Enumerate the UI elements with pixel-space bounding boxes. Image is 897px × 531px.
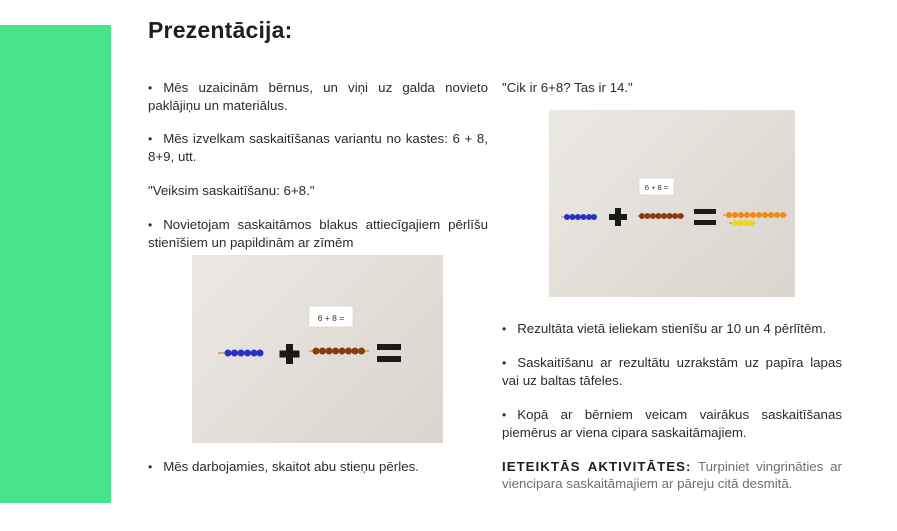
photo-addition-result xyxy=(549,110,795,297)
bead-bar-8-brown xyxy=(639,213,684,219)
accent-bar xyxy=(0,25,111,503)
bullet-count-beads: • Mēs darbojamies, skaitot abu stieņu pērles. xyxy=(148,458,488,476)
bead-addition-illustration xyxy=(192,255,443,443)
bead-bar-6-blue xyxy=(564,214,597,220)
bead-bar-10-orange xyxy=(726,212,786,218)
plus-sign xyxy=(609,208,627,226)
plus-sign xyxy=(280,344,300,364)
bullet-result-bar: • Rezultāta vietā ieliekam stienīšu ar 10 un 4 pērlītēm. xyxy=(502,320,842,338)
equals-sign xyxy=(694,209,716,225)
bead-bar-8-brown xyxy=(313,348,366,355)
photo-addition-setup xyxy=(192,255,443,443)
recommended-activities xyxy=(502,458,842,492)
bead-result-illustration xyxy=(549,110,795,297)
equation-card-text: 6 + 8 = xyxy=(644,183,669,192)
quote-how-much: "Cik ir 6+8? Tas ir 14." xyxy=(502,80,633,95)
equals-sign xyxy=(377,344,401,362)
bead-bar-6-blue xyxy=(225,350,264,357)
bullet-draw-variant: • Mēs izvelkam saskaitīšanas variantu no kastes: 6 + 8, 8+9, utt. xyxy=(148,130,488,165)
bead-bar-4-yellow xyxy=(732,220,755,226)
bullet-place-addends: • Novietojam saskaitāmos blakus attiecīgajiem pērlīšu stienīšiem un papildinām ar zīmēm xyxy=(148,216,488,251)
quote-lets-add: "Veiksim saskaitīšanu: 6+8." xyxy=(148,183,315,198)
page-title: Prezentācija: xyxy=(148,17,293,43)
activities-text: Turpiniet vingrināties ar viencipara saskaitāmajiem ar pāreju citā desmitā. xyxy=(502,459,842,491)
bullet-more-examples: • Kopā ar bērniem veicam vairākus saskaitīšanas piemērus ar viena cipara saskaitāmajiem. xyxy=(502,406,842,441)
bullet-invite-children: • Mēs uzaicinām bērnus, un viņi uz galda novieto paklājiņu un materiālus. xyxy=(148,79,488,114)
activities-label: IETEIKTĀS AKTIVITĀTES: xyxy=(502,459,692,474)
equation-card-text: 6 + 8 = xyxy=(317,313,345,323)
bullet-write-down: • Saskaitīšanu ar rezultātu uzrakstām uz papīra lapas vai uz baltas tāfeles. xyxy=(502,354,842,389)
